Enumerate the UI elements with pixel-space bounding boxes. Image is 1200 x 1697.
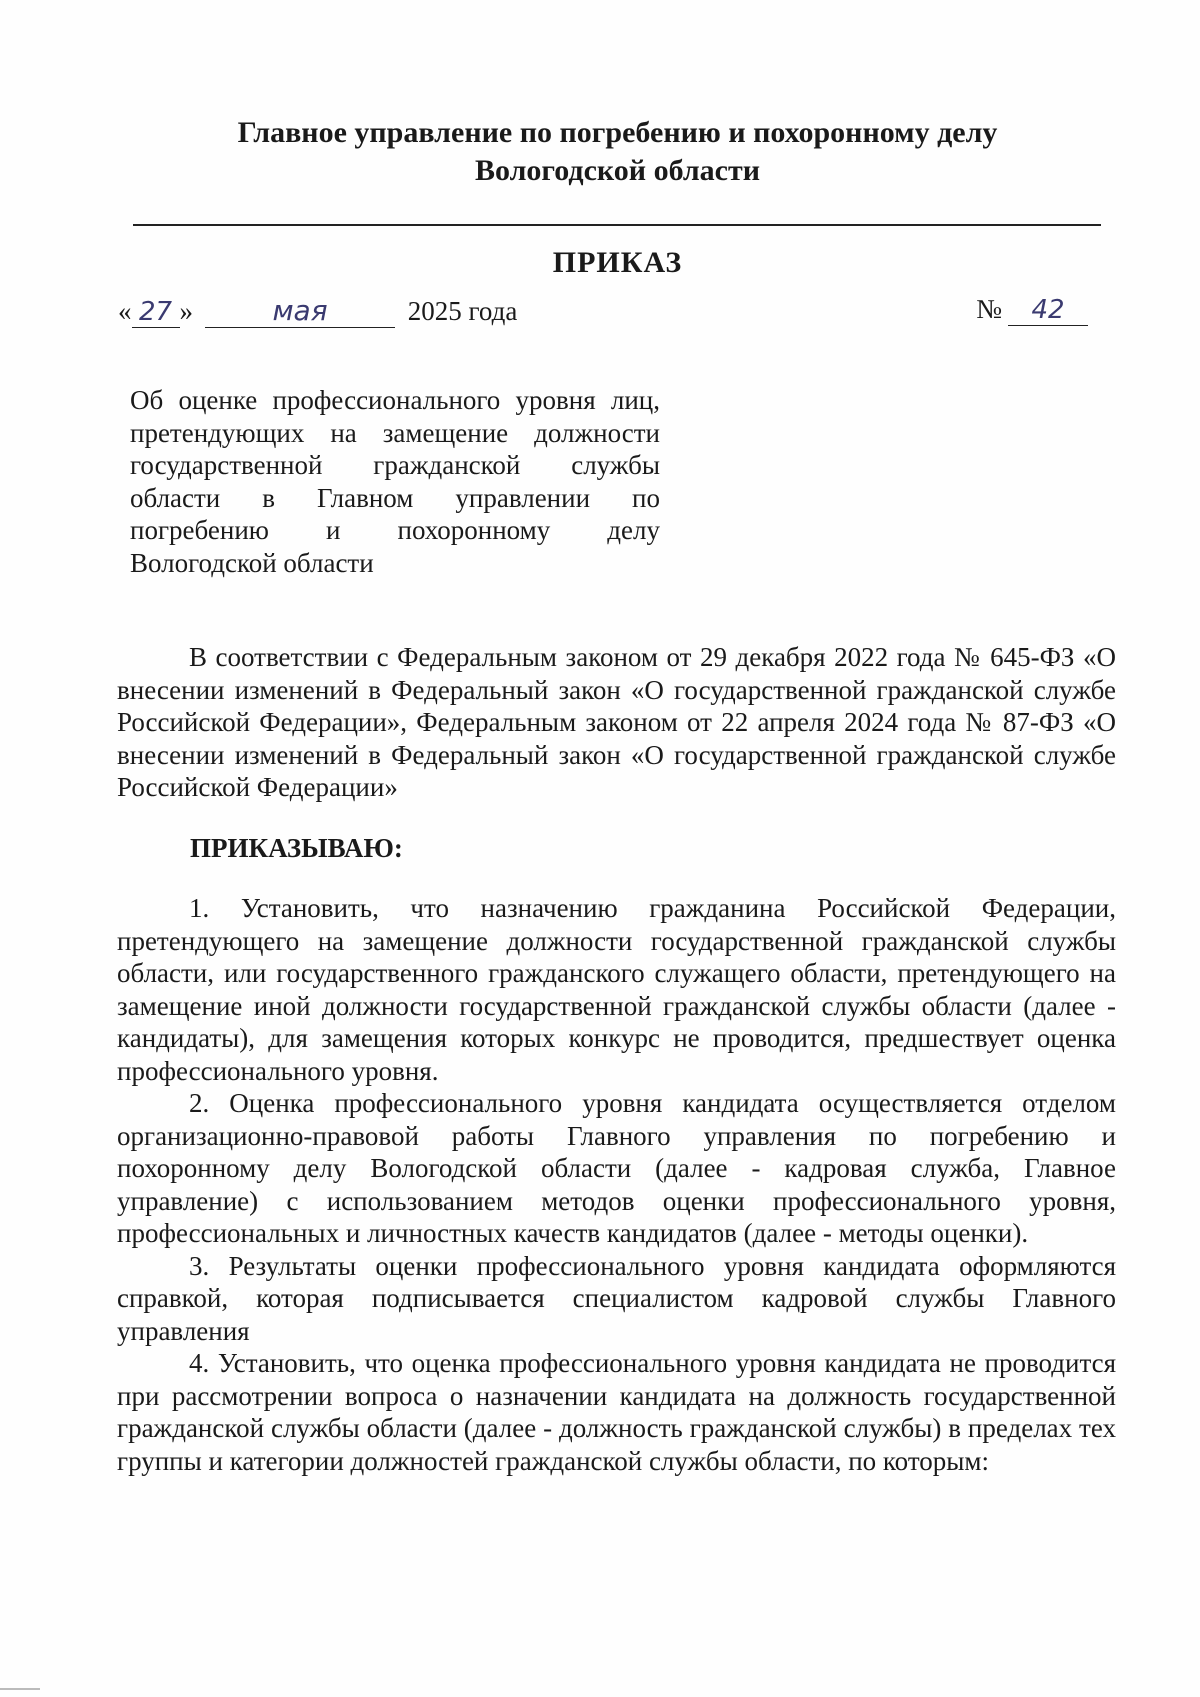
document-title: ПРИКАЗ <box>552 246 683 279</box>
organization-region: Вологодской области <box>474 154 761 187</box>
order-item: 4. Установить, что оценка профессионального уровня кандидата не проводится при рассмотрении вопроса о назначении кандидата на должность государственной гражданской службы области (далее - должность гражданской службы) в пределах тех группы и категории должностей гражданской службы области, по которым: <box>117 1348 1116 1476</box>
document-number <box>976 294 1088 326</box>
organization-header <box>120 114 1115 190</box>
preamble <box>117 641 1116 804</box>
preamble-text: В соответствии с Федеральным законом от 29 декабря 2022 года № 645-ФЗ «О внесении изменений в Федеральный закон «О государственной гражданской службе Российской Федерации», Федеральным законом от 22 апреля 2024 года № 87-ФЗ «О внесении изменений в Федеральный закон «О государственной гражданской службе Российской Федерации» <box>117 642 1116 802</box>
date-day: 27 <box>132 297 180 328</box>
date-year: 2025 года <box>407 296 518 326</box>
header-divider <box>133 224 1101 226</box>
number-label: № <box>976 294 1002 324</box>
scan-edge-mark <box>0 1688 40 1690</box>
order-heading: ПРИКАЗЫВАЮ: <box>190 833 403 863</box>
document-date <box>118 294 517 328</box>
document-subject: Об оценке профессионального уровня лиц, претендующих на замещение должности государственной гражданской службы области в Главном управлении по погребению и похоронному делу Вологодской области <box>130 385 660 578</box>
order-item: 1. Установить, что назначению гражданина Российской Федерации, претендующего на замещение должности государственной гражданской службы области, или государственного гражданского служащего области, претендующего на замещение иной должности государственной гражданской службы области (далее - кандидаты), для замещения которых конкурс не проводится, предшествует оценка профессионального уровня. <box>117 893 1116 1086</box>
organization-name: Главное управление по погребению и похоронному делу <box>237 116 998 149</box>
order-item: 2. Оценка профессионального уровня кандидата осуществляется отделом организационно-правовой работы Главного управления по погребению и похоронному делу Вологодской области (далее - кадровая служба, Главное управление) с использованием методов оценки профессионального уровня, профессиональных и личностных качеств кандидатов (далее - методы оценки). <box>117 1088 1116 1248</box>
date-month: мая <box>205 294 395 328</box>
date-close-quote: » <box>179 296 193 326</box>
number-value: 42 <box>1008 295 1088 326</box>
order-items <box>117 892 1116 1477</box>
date-open-quote: « <box>118 296 132 326</box>
order-item: 3. Результаты оценки профессионального уровня кандидата оформляются справкой, которая подписывается специалистом кадровой службы Главного управления <box>117 1250 1116 1346</box>
